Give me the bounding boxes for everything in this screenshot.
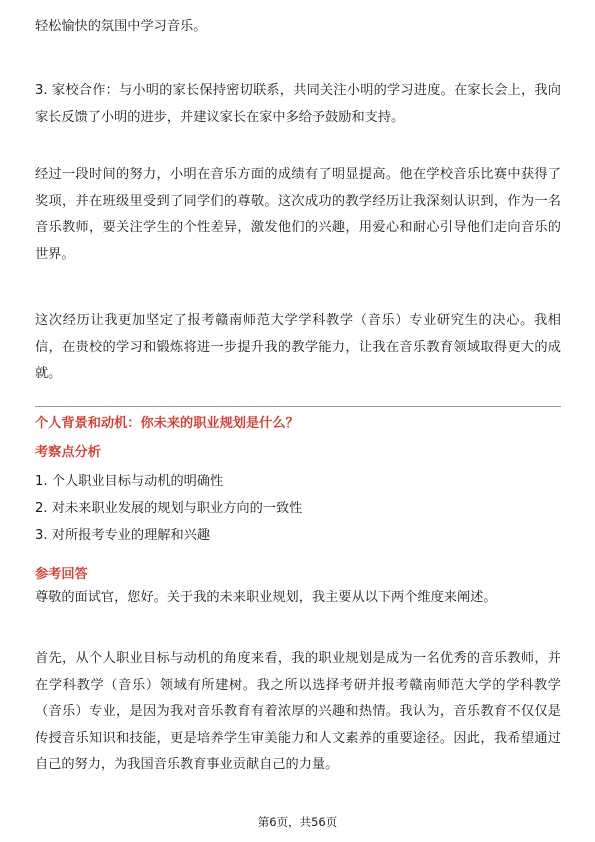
answer-heading: 参考回答: [35, 567, 88, 582]
paragraph-result: 经过一段时间的努力，小明在音乐方面的成绩有了明显提高。他在学校音乐比赛中获得了奖项，并在班级里受到了同学们的尊敬。这次成功的教学经历让我深刻认识到，作为一名音乐教师，要关注学生的个性差异，激发他们的兴趣，用爱心和耐心引导他们走向音乐的世界。: [35, 167, 561, 262]
paragraph-continuation: 轻松愉快的氛围中学习音乐。: [35, 19, 207, 34]
answer-intro: 尊敬的面试官，您好。关于我的未来职业规划，我主要从以下两个维度来阐述。: [35, 590, 497, 605]
paragraph-home-school: 3. 家校合作：与小明的家长保持密切联系，共同关注小明的学习进度。在家长会上，我向家长反馈了小明的进步，并建议家长在家中多给予鼓励和支持。: [35, 83, 561, 125]
list-item: 2. 对未来职业发展的规划与职业方向的一致性: [35, 501, 303, 516]
analysis-heading: 考察点分析: [35, 445, 101, 460]
answer-first-point: 首先，从个人职业目标与动机的角度来看，我的职业规划是成为一名优秀的音乐教师，并在学科教学（音乐）领域有所建树。我之所以选择考研并报考赣南师范大学的学科教学（音乐）专业，是因为我对音乐教育有着浓厚的兴趣和热情。我认为，音乐教育不仅仅是传授音乐知识和技能，更是培养学生审美能力和人文素养的重要途径。因此，我希望通过自己的努力，为我国音乐教育事业贡献自己的力量。: [35, 651, 561, 772]
page-number: 第6页，共56页: [257, 815, 338, 829]
list-item: 1. 个人职业目标与动机的明确性: [35, 474, 224, 489]
question-title: 个人背景和动机：你未来的职业规划是什么？: [35, 416, 299, 431]
paragraph-resolve: 这次经历让我更加坚定了报考赣南师范大学学科教学（音乐）专业研究生的决心。我相信，在贵校的学习和锻炼将进一步提升我的教学能力，让我在音乐教育领域取得更大的成就。: [35, 313, 561, 381]
document-page: [35, 0, 561, 842]
list-item: 3. 对所报考专业的理解和兴趣: [35, 528, 211, 543]
analysis-list: [35, 468, 302, 549]
section-divider: [35, 406, 561, 407]
